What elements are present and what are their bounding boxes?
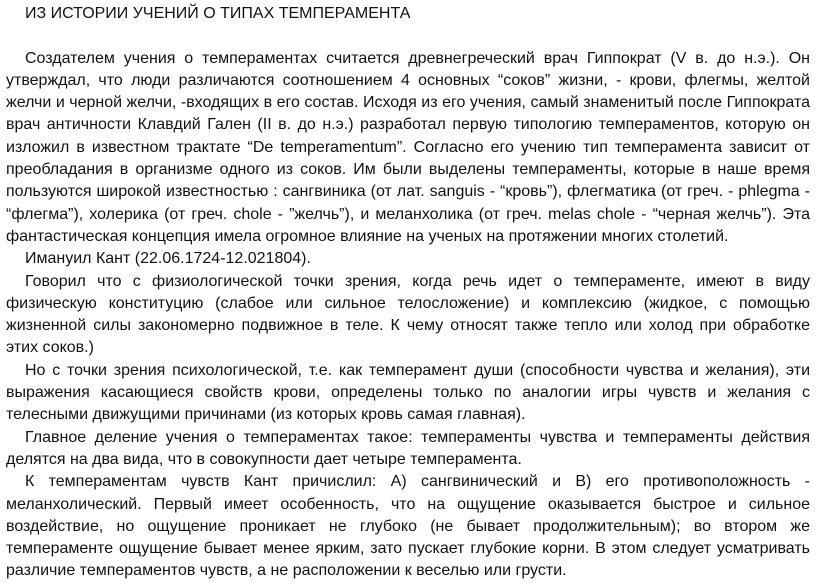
paragraph-psychological-view: Но с точки зрения психологической, т.е. как темперамент души (способности чувства и желания), эти выражения касающиеся свойств крови, определены только по аналогии игры чувств и желания с телесными движущими причинами (из которых кровь самая главная). [6, 361, 810, 424]
paragraph-kant-heading: Имануил Кант (22.06.1724-12.021804). [25, 250, 311, 268]
document-title: ИЗ ИСТОРИИ УЧЕНИЙ О ТИПАХ ТЕМПЕРАМЕНТА [25, 5, 411, 22]
paragraph-physiological-view: Говорил что с физиологической точки зрения, когда речь идет о темпераменте, имеют в виду физическую конституцию (слабое или сильное телосложение) и комплексию (жидкое, с помощью жизненной силы закономерно подвижное в теле. К чему относят также тепло или холод при обработке этих соков.) [6, 272, 810, 357]
paragraph-temperaments-of-feeling: К темпераментам чувств Кант причислил: А) сангвинический и В) его противоположность - меланхолический. Первый имеет особенность, что на ощущение оказывается быстрое и сильное воздействие, но ощущение проникает не глубоко (не бывает продолжительным); во втором же темпераменте ощущение бывает менее ярким, зато пускает глубокие корни. В этом следует усматривать различие темпераментов чувств, а не расположении к веселью или грусти. [6, 473, 810, 580]
title-spacer [6, 25, 810, 47]
paragraph-hippocrates-galen: Создателем учения о темпераментах считается древнегреческий врач Гиппократ (V в. до н.э.). Он утверждал, что люди различаются соотношением 4 основных “соков” жизни, - крови, флегмы, желтой желчи и черной желчи, -входящих в его состав. Исходя из его учения, самый знаменитый после Гиппократа врач античности Клавдий Гален (II в. до н.э.) разработал первую типологию темпераментов, которую он изложил в известном трактате “De temperamentum”. Согласно его учению тип темперамента зависит от преобладания в организме одного из соков. Им были выделены темпераменты, которые в наше время пользуются широкой известностью : сангвиника (от лат. sanguis - “кровь”), флегматика (от греч. - phlegma - “флегма”), холерика (от греч. chole - ”желчь”), и меланхолика (от греч. melas chole - “черная желчь”). Эта фантастическая концепция имела огромное влияние на ученых на протяжении многих столетий. [6, 49, 810, 245]
paragraph-main-division: Главное деление учения о темпераментах такое: темпераменты чувства и темпераменты действия делятся на два вида, что в совокупности дает четыре темперамента. [6, 428, 810, 468]
